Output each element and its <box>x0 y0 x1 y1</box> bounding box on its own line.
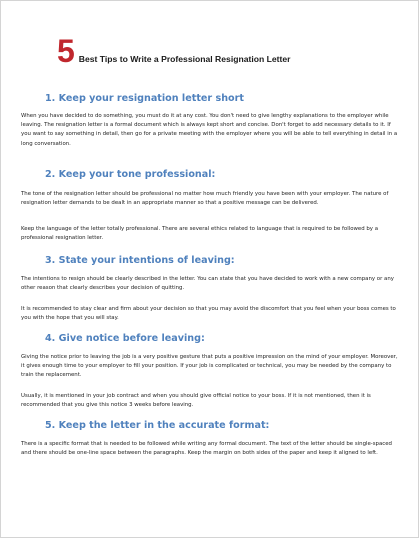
section-5-heading: 5. Keep the letter in the accurate format: <box>45 420 270 431</box>
title-text: Best Tips to Write a Professional Resignation Letter <box>78 54 291 64</box>
section-3-paragraph-2: It is recommended to stay clear and firm about your decision so that you may avoid the discomfort that you feel when your boss comes to you with the hope that you will stay. <box>21 306 396 322</box>
section-4-paragraph-1: Giving the notice prior to leaving the job is a very positive gesture that puts a positive impression on the mind of your employer. Moreover, it gives enough time to your employer to fill your position. If your job is complicated or technical, you may be needed by the company to train the replacement. <box>21 354 398 379</box>
section-5-paragraph-1: There is a specific format that is needed to be followed while writing any formal document. The text of the letter should be single-spaced and there should be one-line space between the paragraphs. Keep the margin on both sides of the paper and keep it aligned to left. <box>21 441 392 457</box>
title-number: 5 <box>57 33 75 69</box>
section-4-paragraph-2: Usually, it is mentioned in your job contract and when you should give official notice to your boss. If it is not mentioned, then it is recommended that you give this notice 3 weeks before leaving. <box>21 393 371 409</box>
section-2-paragraph-2: Keep the language of the letter totally professional. There are several ethics related to language that is required to be followed by a professional resignation letter. <box>21 226 379 242</box>
section-4-heading: 4. Give notice before leaving: <box>45 333 205 344</box>
section-3-heading: 3. State your intentions of leaving: <box>45 255 235 266</box>
document-title <box>57 33 291 69</box>
section-1-heading: 1. Keep your resignation letter short <box>45 93 244 104</box>
section-2-heading: 2. Keep your tone professional: <box>45 169 216 180</box>
section-3-paragraph-1: The intentions to resign should be clearly described in the letter. You can state that you have decided to work with a new company or any other reason that clearly describes your decision of quitting. <box>21 276 394 292</box>
section-2-paragraph-1: The tone of the resignation letter should be professional no matter how much friendly you have been with your employer. The nature of resignation letter demands to be dealt in an appropriate manner so that a positive message can be delivered. <box>21 191 389 207</box>
section-1-paragraph-1: When you have decided to do something, you must do it at any cost. You don't need to give lengthy explanations to the employer while leaving. The resignation letter is a formal document which is always kept short and concise. Don't forget to add necessary details to it. If you want to say something in detail, then go for a private meeting with the employer where you will be able to tell everything in detail in a long conversation. <box>21 113 398 147</box>
